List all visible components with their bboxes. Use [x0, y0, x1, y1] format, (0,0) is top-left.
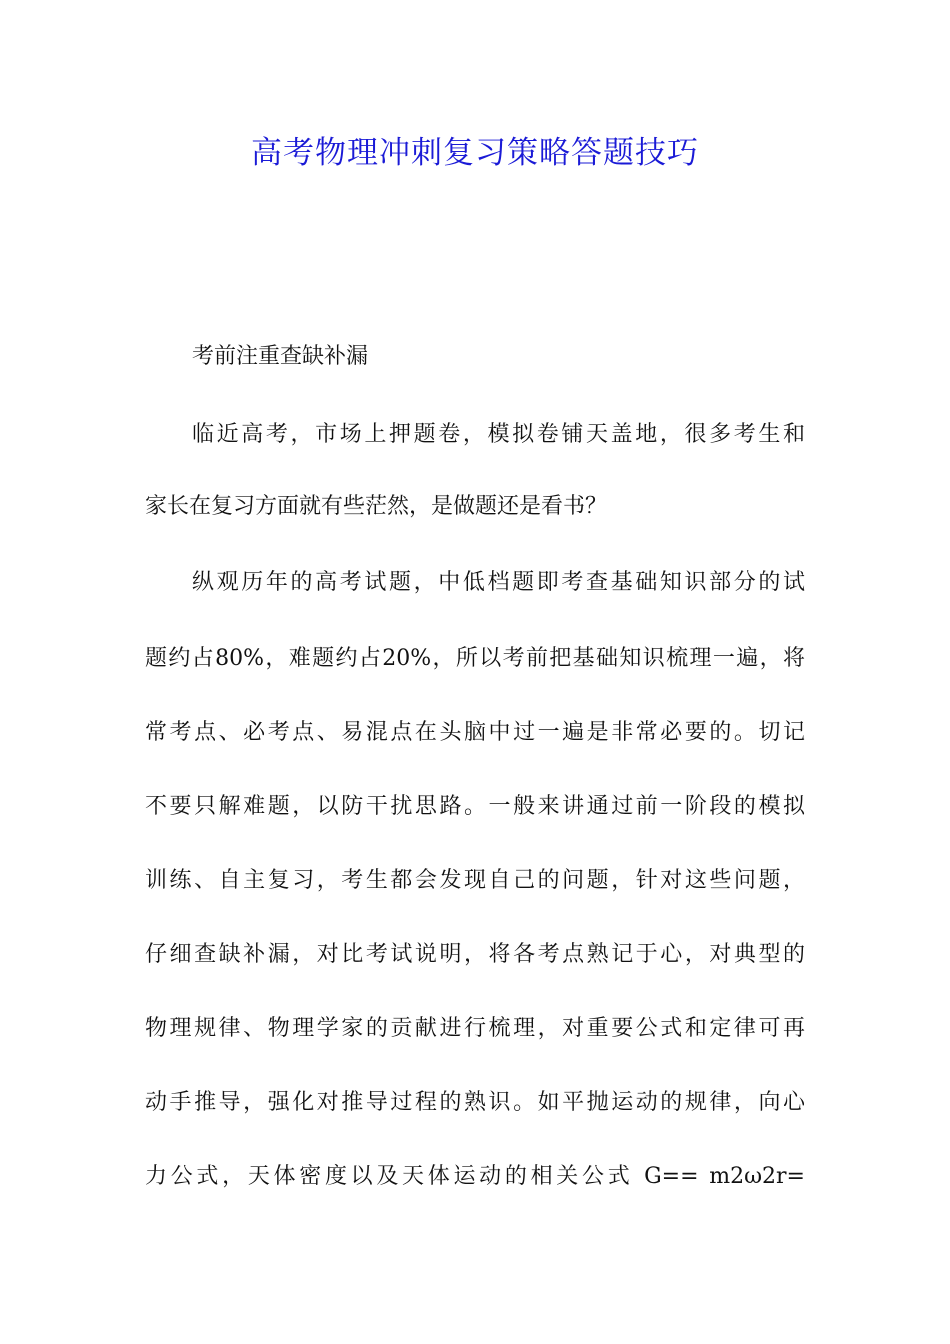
paragraph-line: 常考点、必考点、易混点在头脑中过一遍是非常必要的。切记 — [145, 720, 805, 745]
section-heading: 考前注重查缺补漏 — [192, 344, 369, 369]
paragraph-line: 临近高考，市场上押题卷，模拟卷铺天盖地，很多考生和 — [192, 422, 805, 447]
paragraph-line: 物理规律、物理学家的贡献进行梳理，对重要公式和定律可再 — [145, 1016, 805, 1041]
paragraph-line: 力公式，天体密度以及天体运动的相关公式 G== m2ω2r= — [145, 1164, 805, 1189]
paragraph-line: 题约占80%，难题约占20%，所以考前把基础知识梳理一遍，将 — [145, 646, 805, 671]
paragraph-line: 不要只解难题，以防干扰思路。一般来讲通过前一阶段的模拟 — [145, 794, 805, 819]
paragraph-line: 动手推导，强化对推导过程的熟识。如平抛运动的规律，向心 — [145, 1090, 805, 1115]
paragraph-line: 训练、自主复习，考生都会发现自己的问题，针对这些问题， — [145, 868, 805, 893]
paragraph-line: 仔细查缺补漏，对比考试说明，将各考点熟记于心，对典型的 — [145, 942, 805, 967]
paragraph-line: 纵观历年的高考试题，中低档题即考查基础知识部分的试 — [192, 570, 805, 595]
paragraph-line: 家长在复习方面就有些茫然，是做题还是看书？ — [145, 494, 608, 519]
document-title: 高考物理冲刺复习策略答题技巧 — [251, 135, 699, 171]
